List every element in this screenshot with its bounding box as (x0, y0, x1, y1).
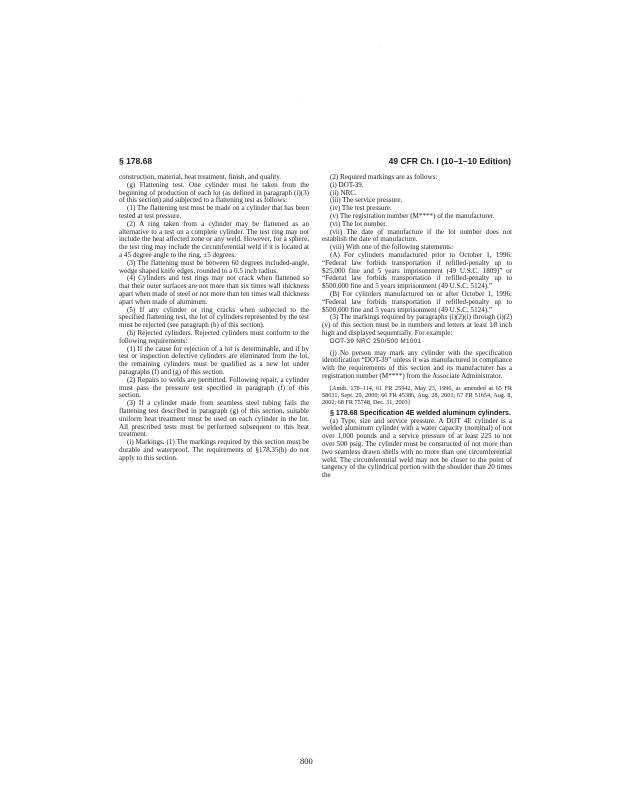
marking-item: (iii) The service pressure. (330, 196, 403, 205)
marking-item: (vii) The date of manufacture if the lot number does not establish the date of manufacture. (322, 227, 512, 244)
statement-item: (B) For cylinders manufactured on or after October 1, 1996: “Federal law forbids transportation if refilled-penalty up to $500,000 fine and 5 years imprisonment (49 U.S.C. 5124).” (322, 289, 512, 314)
paragraph: (3) If a cylinder made from seamless steel tubing fails the flattening test described in paragraph (g) of this section, suitable uniform heat treatment must be used on each cylinder in the lot. All prescribed tests must be performed subsequent to this heat treatment. (119, 399, 309, 439)
running-header (119, 156, 511, 170)
marking-item: (v) The registration number (M****) of the manufacturer. (330, 211, 495, 220)
left-column (119, 174, 309, 462)
marking-item: (viii) With one of the following statements: (330, 243, 453, 252)
paragraph: (j) No person may mark any cylinder with the specification identification “DOT-39” unless it was manufactured in compliance with the requirements of this section and its manufacturer has a registration number (M****) from the Associate Administrator. (322, 348, 512, 380)
marking-item: (iv) The test pressure. (330, 204, 392, 213)
marking-example: DOT-39 NRC 250/500 M1001 (330, 337, 422, 345)
paragraph: construction, material, heat treatment, finish, and quality. (119, 173, 282, 181)
scan-speck: · (300, 97, 302, 103)
paragraph: (1) The flattening test must be made on a cylinder that has been tested at test pressure. (119, 204, 309, 220)
cfr-edition: 49 CFR Ch. I (10–1–10 Edition) (388, 156, 511, 166)
paragraph: (3) The markings required by paragraphs (i)(2)(i) through (i)(2)(v) of this section must be in numbers and letters at least 1⁄8 inch high and displayed sequentially. For example: (322, 313, 512, 337)
marking-item: (ii) NRC. (330, 188, 357, 197)
right-column (322, 174, 512, 480)
section-heading: § 178.68 Specification 4E welded aluminum cylinders. (330, 408, 511, 417)
paragraph: (1) If the cause for rejection of a lot is determinable, and if by test or inspection defective cylinders are eliminated from the lot, the remaining cylinders must be qualified as a new lot under paragraphs (f) and (g) of this section. (119, 344, 309, 376)
marking-item: (vi) The lot number. (330, 219, 388, 228)
scan-speck: · (379, 44, 381, 50)
amendment-citation: [Amdt. 178–114, 61 FR 25942, May 23, 1996, as amended at 65 FR 58631, Sept. 29, 2000; 66 FR 45386, Aug. 28, 2001; 67 FR 51654, Aug. 8, 2002; 68 FR 75748, Dec. 31, 2003] (322, 384, 512, 406)
marking-item: (i) DOT-39. (330, 180, 364, 189)
statement-item: (A) For cylinders manufactured prior to October 1, 1996: “Federal law forbids transportation if refilled-penalty up to $25,000 fine and 5 years imprisonment (49 U.S.C. 1809)” or “Federal law forbids transportation if refilled-penalty up to $500,000 fine and 5 years imprisonment (49 U.S.C. 5124).” (322, 250, 512, 291)
paragraph: (3) The flattening must be between 60 degrees included-angle, wedge shaped knife edges, rounded to a 0.5 inch radius. (119, 258, 309, 275)
paragraph: (a) Type, size and service pressure. A DOT 4E cylinder is a welded aluminum cylinder with a water capacity (nominal) of not over 1,000 pounds and a service pressure of at least 225 to not over 500 psig. The cylinder must be constructed of not more than two seamless drawn shells with no more than one circumferential weld. The circumferential weld may not be closer to the point of tangency of the cylindrical portion with the shoulder than 20 times the (322, 416, 512, 480)
paragraph: (5) If any cylinder or ring cracks when subjected to the specified flattening test, the lot of cylinders represented by the test must be rejected (see paragraph (h) of this section). (119, 305, 309, 330)
paragraph: (2) A ring taken from a cylinder may be flattened as an alternative to a test on a complete cylinder. The test ring may not include the heat affected zone or any weld. However, for a sphere, the test ring may include the circumferential weld if it is located at a 45 degree angle to the ring, ±5 degrees. (119, 219, 309, 259)
paragraph-i-markings: (i) Markings. (1) The markings required by this section must be durable and waterproof. The requirements of §178.35(h) do not apply to this section. (119, 438, 309, 462)
paragraph-g-flattening-test: (g) Flattening test. One cylinder must be taken from the beginning of production of each lot (as defined in paragraph (i)(3) of this section) and subjected to a flattening test as follows: (119, 180, 309, 205)
paragraph: (4) Cylinders and test rings may not crack when flattened so that their outer surfaces are not more than six times wall thickness apart when made of steel or not more than ten times wall thickness apart when made of aluminum. (119, 274, 309, 306)
page-number: 800 (300, 756, 313, 766)
section-number: § 178.68 (119, 156, 153, 166)
paragraph-h-rejected-cylinders: (h) Rejected cylinders. Rejected cylinders must conform to the following requirements: (119, 328, 309, 345)
paragraph: (2) Required markings are as follows: (330, 173, 438, 181)
paragraph: (2) Repairs to welds are permitted. Following repair, a cylinder must pass the pressure test specified in paragraph (f) of this section. (119, 375, 309, 400)
